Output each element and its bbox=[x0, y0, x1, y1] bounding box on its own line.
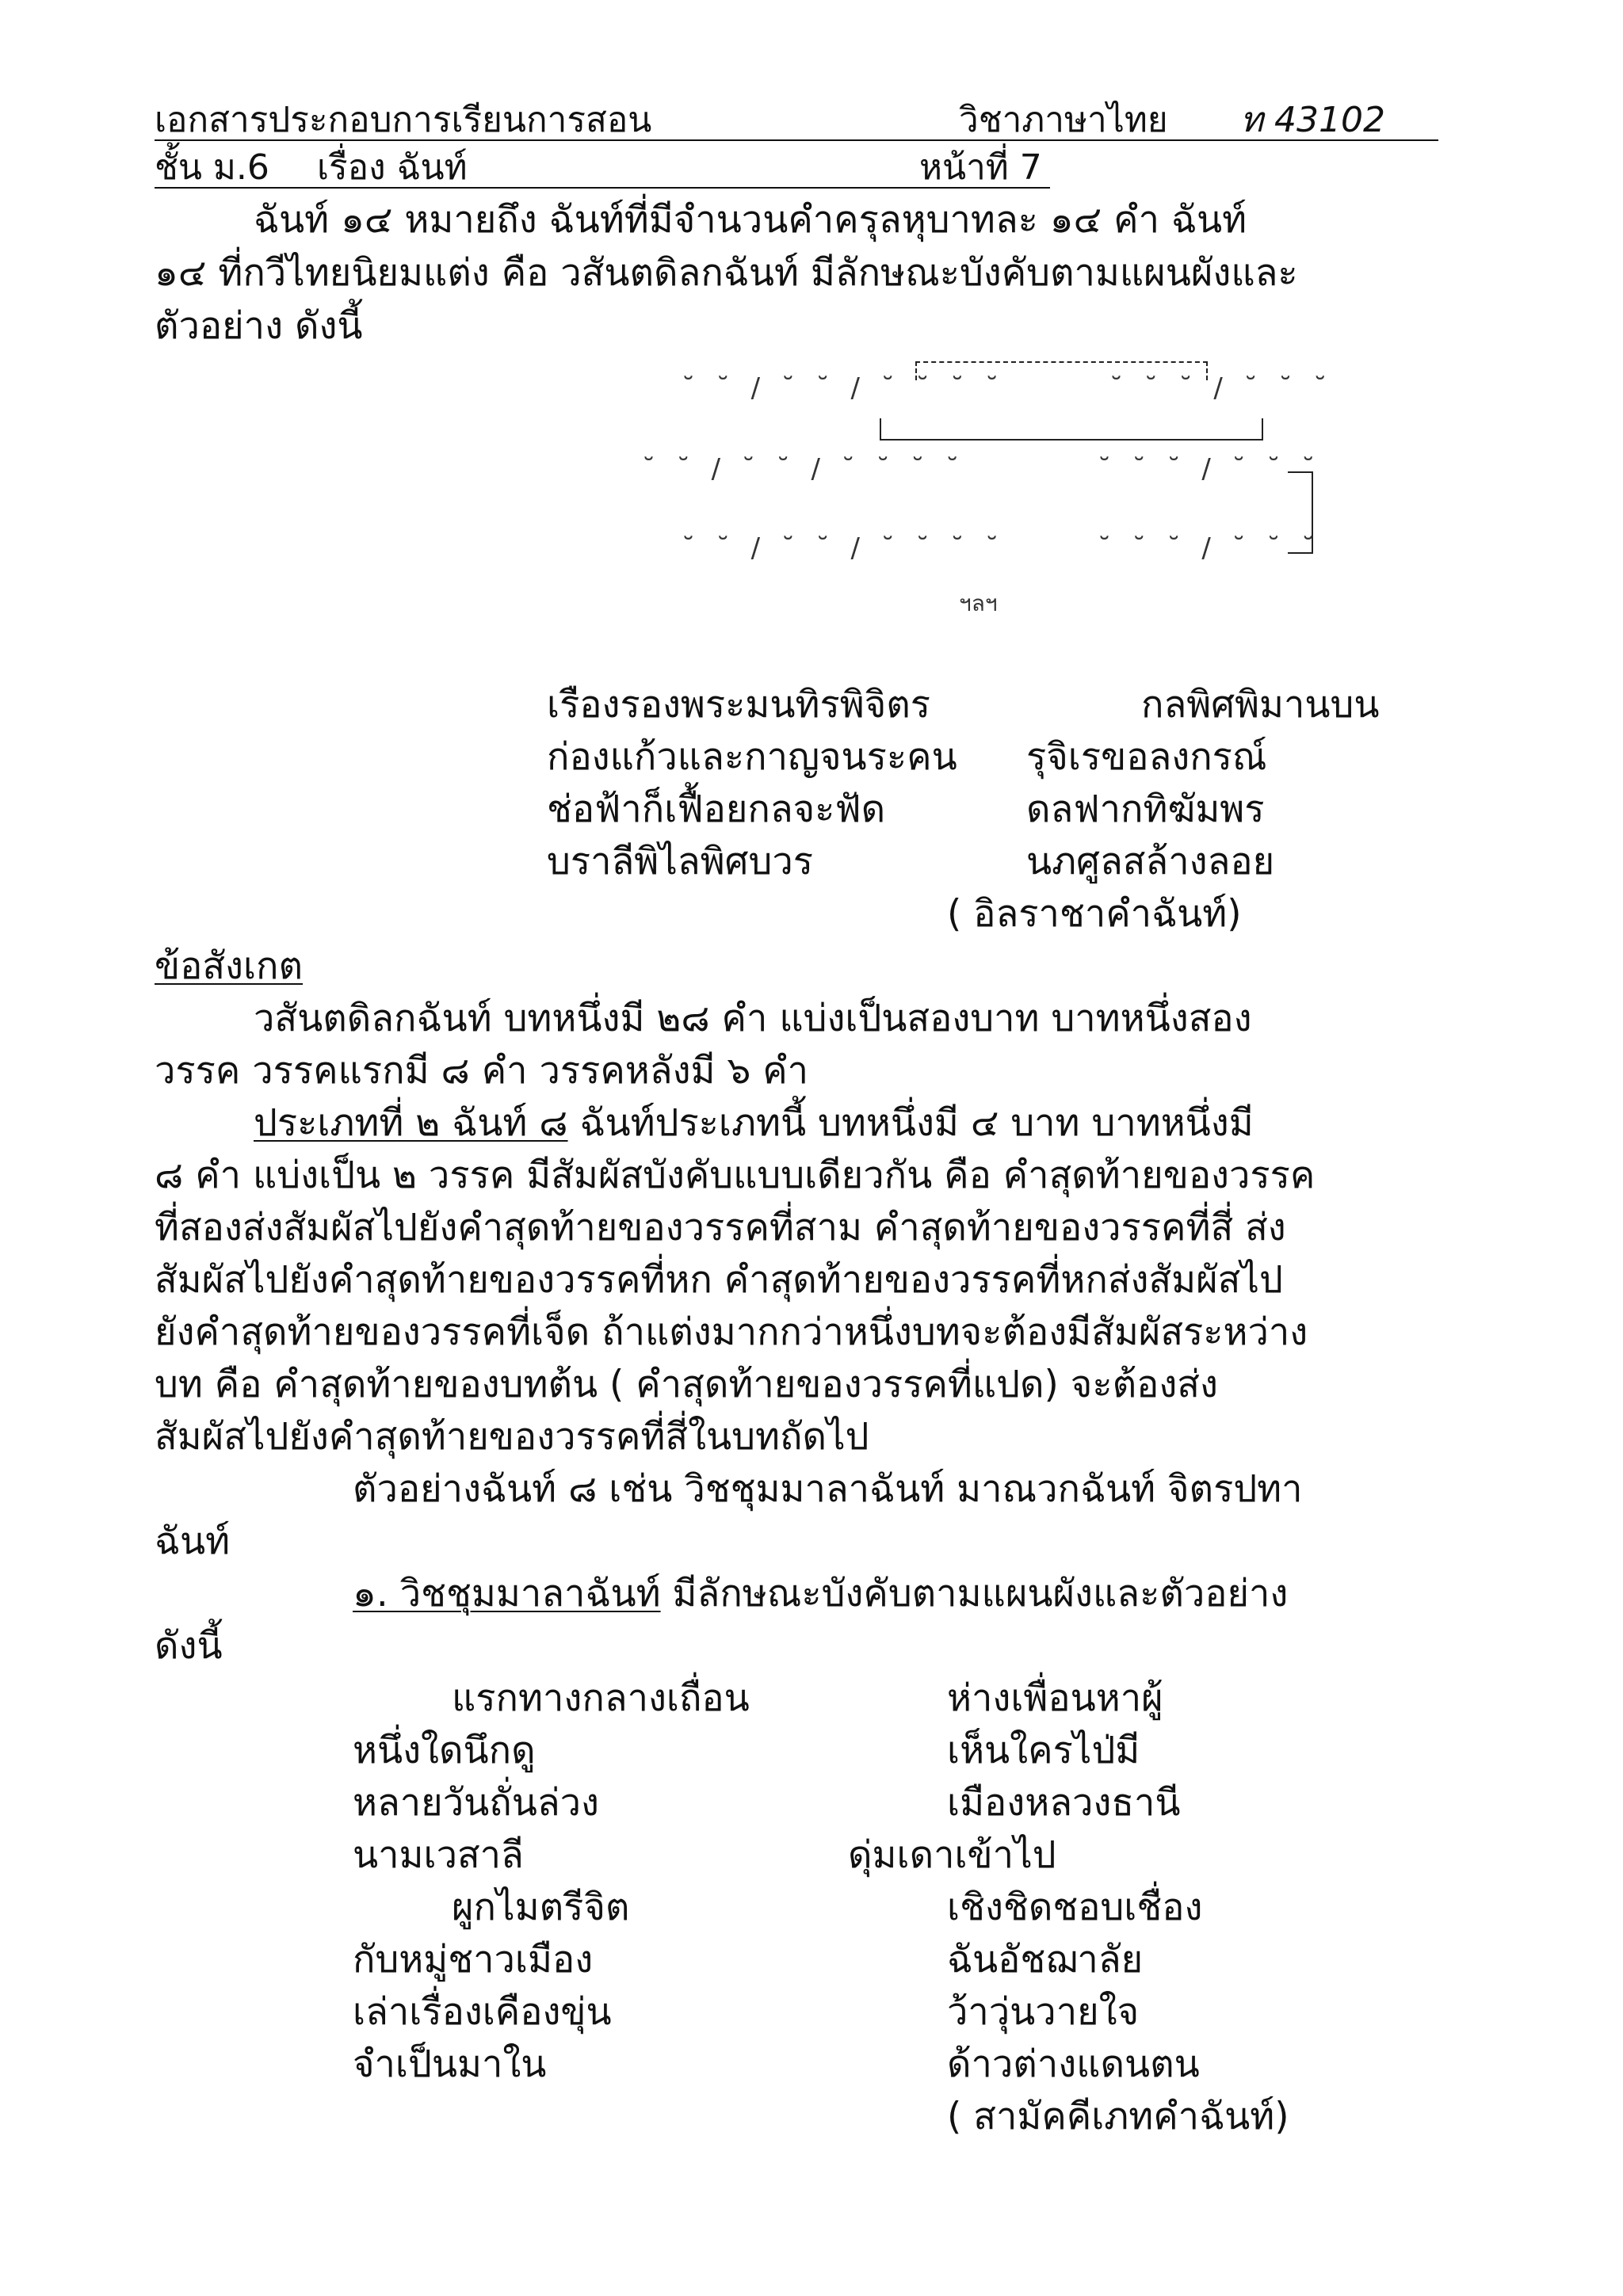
observation-heading: ข้อสังเกต bbox=[155, 944, 304, 988]
poem1-line-3-left: ช่อฟ้าก็เฟื้อยกลจะฟัด bbox=[547, 788, 886, 831]
poem2-line-7-right: ว้าวุ่นวายใจ bbox=[947, 1990, 1140, 2034]
poem2-line-6-right: ฉันอัชฌาลัย bbox=[947, 1938, 1144, 1981]
type2-line-4: สัมผัสไปยังคำสุดท้ายของวรรคที่หก คำสุดท้ายของวรรคที่หกส่งสัมผัสไป bbox=[155, 1258, 1283, 1302]
type2-line-6: บท คือ คำสุดท้ายของบทต้น ( คำสุดท้ายของวรรคที่แปด) จะต้องส่ง bbox=[155, 1363, 1218, 1406]
header-rule-1 bbox=[155, 139, 1438, 141]
subject-label: วิชาภาษาไทย bbox=[959, 100, 1168, 140]
item1-rest: มีลักษณะบังคับตามแผนผังและตัวอย่าง bbox=[672, 1572, 1289, 1615]
intro-line-3: ตัวอย่าง ดังนี้ bbox=[155, 304, 363, 348]
scheme-row-2-left: ˘ ˘ / ˘ ˘ / ˘ ˘ ˘ ˘ bbox=[642, 453, 966, 485]
topic-label: เรื่อง ฉันท์ bbox=[317, 147, 468, 188]
poem2-line-1-left: แรกทางกลางเถื่อน bbox=[452, 1676, 750, 1720]
poem2-line-3-right: เมืองหลวงธานี bbox=[947, 1781, 1181, 1825]
poem2-line-8-left: จำเป็นมาใน bbox=[353, 2042, 547, 2086]
intro-line-1: ฉันท์ ๑๔ หมายถึง ฉันท์ที่มีจำนวนคำครุลหุบาทละ ๑๔ คำ ฉันท์ bbox=[254, 198, 1247, 242]
poem2-line-4-left: นามเวสาลี bbox=[353, 1833, 524, 1877]
type2-examples-line-1: ตัวอย่างฉันท์ ๘ เช่น วิชชุมมาลาฉันท์ มาณวกฉันท์ จิตรปทา bbox=[353, 1467, 1303, 1511]
poem1-line-2-right: รุจิเรขอลงกรณ์ bbox=[1026, 735, 1267, 779]
poem2-line-3-left: หลายวันถั่นล่วง bbox=[353, 1781, 599, 1825]
grade-label: ชั้น ม.6 bbox=[155, 147, 269, 188]
poem1-line-4-right: นภศูลสล้างลอย bbox=[1026, 840, 1275, 883]
poem1-line-4-left: บราลีพิไลพิศบวร bbox=[547, 840, 813, 883]
type2-first-line bbox=[254, 1100, 1254, 1147]
scheme-row-1-right: ˘ ˘ ˘ / ˘ ˘ ˘ bbox=[1109, 372, 1334, 404]
type2-line-7: สัมผัสไปยังคำสุดท้ายของวรรคที่สี่ในบทถัดไป bbox=[155, 1415, 869, 1459]
poem2-line-5-left: ผูกไมตรีจิต bbox=[452, 1886, 630, 1929]
header-rule-2 bbox=[155, 187, 1050, 189]
poem2-line-7-left: เล่าเรื่องเคืองขุ่น bbox=[353, 1990, 612, 2034]
type2-label: ประเภทที่ ๒ ฉันท์ ๘ bbox=[254, 1101, 568, 1145]
item1-label: ๑. วิชชุมมาลาฉันท์ bbox=[353, 1572, 661, 1615]
poem2-source: ( สามัคคีเภทคำฉันท์) bbox=[947, 2095, 1289, 2138]
poem2-line-2-left: หนึ่งใดนึกดู bbox=[353, 1729, 536, 1772]
poem1-line-1-right: กลพิศพิมานบน bbox=[1141, 683, 1380, 727]
scheme-etc: ฯลฯ bbox=[959, 590, 998, 616]
doc-title: เอกสารประกอบการเรียนการสอน bbox=[155, 100, 652, 140]
intro-line-2: ๑๔ ที่กวีไทยนิยมแต่ง คือ วสันตดิลกฉันท์ มีลักษณะบังคับตามแผนผังและ bbox=[155, 251, 1298, 295]
scheme-row-3-right: ˘ ˘ ˘ / ˘ ˘ ˘ bbox=[1098, 532, 1322, 564]
observation-line-2: วรรค วรรคแรกมี ๘ คำ วรรคหลังมี ๖ คำ bbox=[155, 1049, 809, 1093]
poem2-line-2-right: เห็นใครไป่มี bbox=[947, 1729, 1140, 1772]
item1-line-2: ดังนี้ bbox=[155, 1624, 223, 1668]
type2-first-line-rest: ฉันท์ประเภทนี้ บทหนึ่งมี ๔ บาท บาทหนึ่งมี bbox=[579, 1101, 1254, 1145]
scheme-row-3-left: ˘ ˘ / ˘ ˘ / ˘ ˘ ˘ ˘ bbox=[682, 532, 1006, 564]
type2-examples-line-2: ฉันท์ bbox=[155, 1520, 231, 1563]
subject-code: ท 43102 bbox=[1240, 100, 1385, 140]
poem2-line-6-left: กับหมู่ชาวเมือง bbox=[353, 1938, 594, 1981]
scheme-row-2-right: ˘ ˘ ˘ / ˘ ˘ ˘ bbox=[1098, 453, 1322, 485]
item1-line-1 bbox=[353, 1570, 1288, 1618]
poem2-line-8-right: ด้าวต่างแดนตน bbox=[947, 2042, 1200, 2086]
observation-line-1: วสันตดิลกฉันท์ บทหนึ่งมี ๒๘ คำ แบ่งเป็นสองบาท บาทหนึ่งสอง bbox=[254, 997, 1252, 1040]
poem2-line-4-right: ดุ่มเดาเข้าไป bbox=[848, 1833, 1056, 1877]
scheme-row-1-left: ˘ ˘ / ˘ ˘ / ˘ ˘ ˘ ˘ bbox=[682, 372, 1006, 404]
poem2-line-5-right: เชิงชิดชอบเชื่อง bbox=[947, 1886, 1203, 1929]
poem2-line-1-right: ห่างเพื่อนหาผู้ bbox=[947, 1676, 1163, 1720]
page-number: หน้าที่ 7 bbox=[919, 147, 1042, 188]
poem1-source: ( อิลราชาคำฉันท์) bbox=[947, 892, 1242, 936]
poem1-line-1-left: เรืองรองพระมนทิรพิจิตร bbox=[547, 683, 930, 727]
poem1-line-2-left: ก่องแก้วและกาญจนระคน bbox=[547, 735, 957, 779]
poem1-line-3-right: ดลฟากทิฆัมพร bbox=[1026, 788, 1265, 831]
type2-line-5: ยังคำสุดท้ายของวรรคที่เจ็ด ถ้าแต่งมากกว่าหนึ่งบทจะต้องมีสัมผัสระหว่าง bbox=[155, 1310, 1308, 1354]
type2-line-3: ที่สองส่งสัมผัสไปยังคำสุดท้ายของวรรคที่สาม คำสุดท้ายของวรรคที่สี่ ส่ง bbox=[155, 1206, 1286, 1249]
scheme-bracket-middle bbox=[880, 418, 1263, 441]
type2-line-2: ๘ คำ แบ่งเป็น ๒ วรรค มีสัมผัสบังคับแบบเดียวกัน คือ คำสุดท้ายของวรรค bbox=[155, 1154, 1316, 1197]
